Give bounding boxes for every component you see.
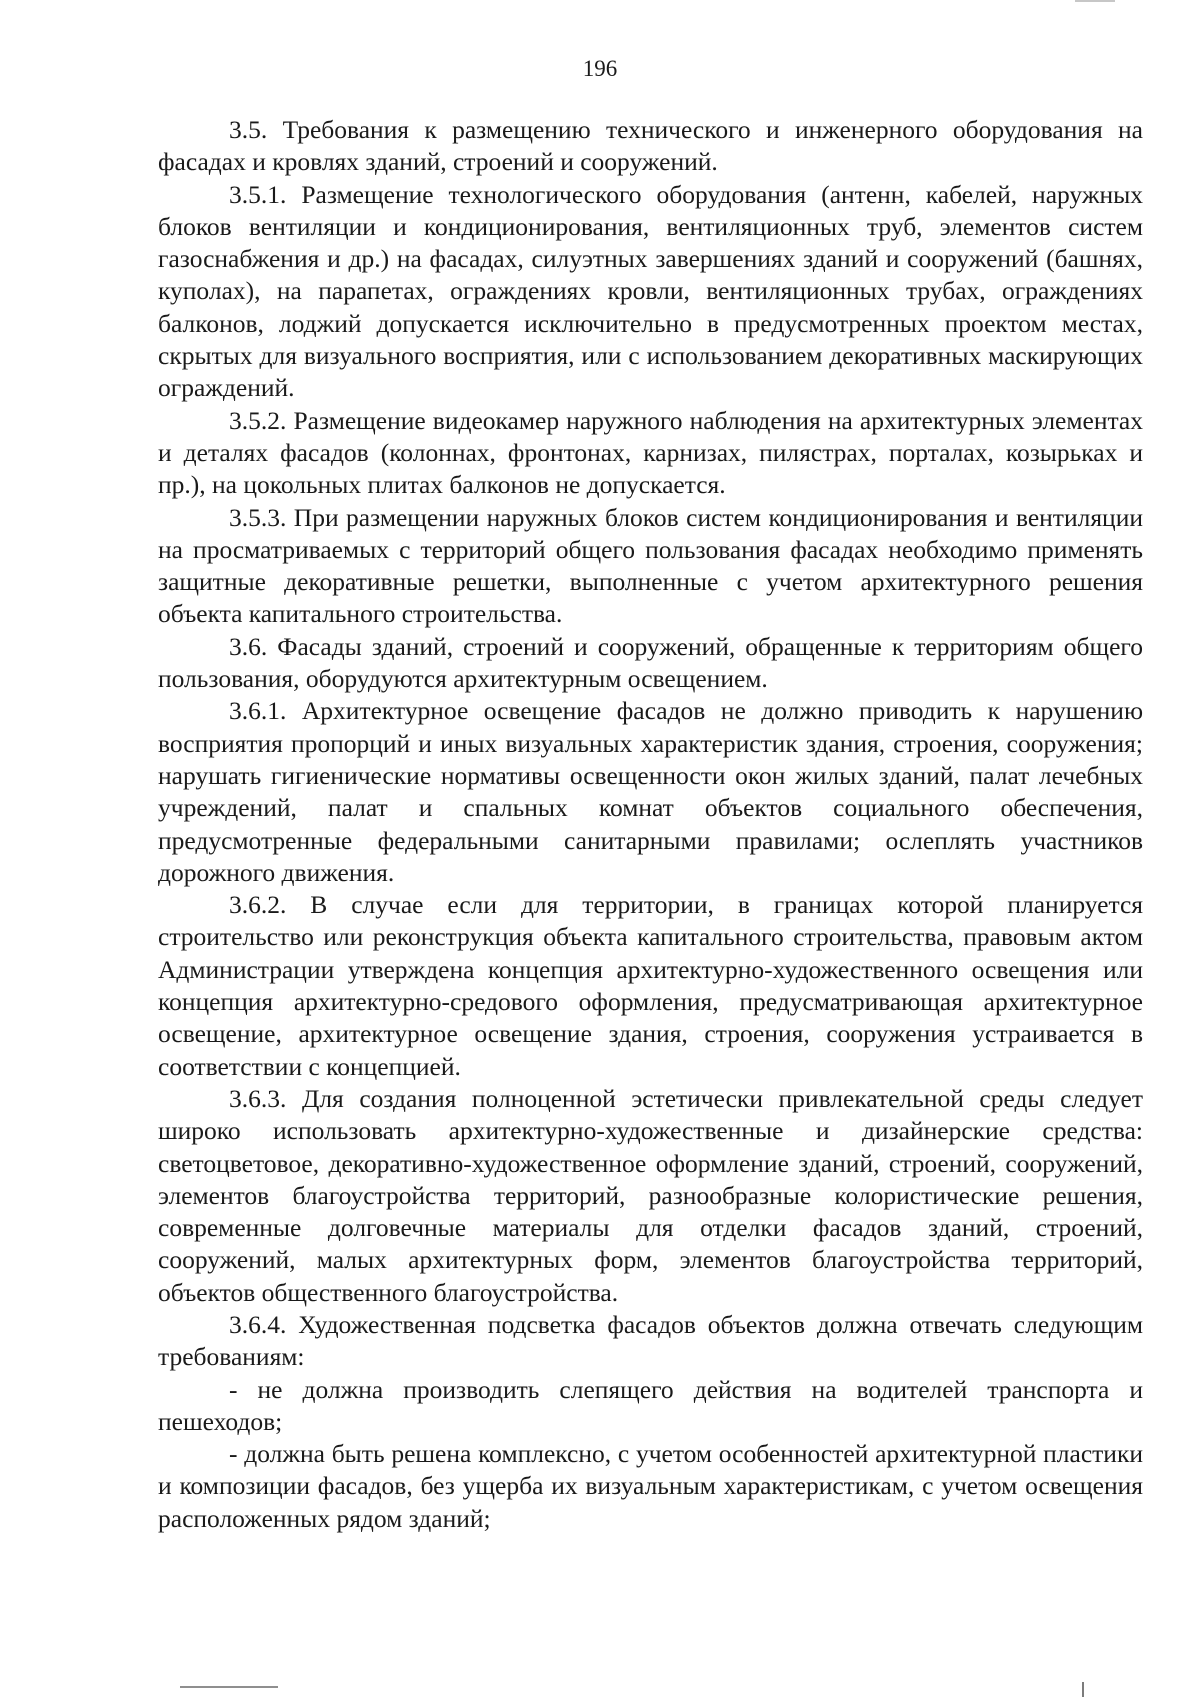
scan-artifact-top — [1075, 0, 1115, 2]
list-item-no-glare: - не должна производить слепящего действия на водителей транспорта и пешеходов; — [158, 1374, 1143, 1436]
scan-artifact-bottom-left — [180, 1686, 278, 1688]
paragraph-3-6-3: 3.6.3. Для создания полноценной эстетически привлекательной среды следует широко использовать архитектурно-художественные и дизайнерские средства: светоцветовое, декоративно-художественное оформление зданий, строений, сооружений, элементов благоустройства территорий, разнообразные колористические решения, современные долговечные материалы для отделки фасадов зданий, строений, сооружений, малых архитектурных форм, элементов благоустройства территорий, объектов общественного благоустройства. — [158, 1083, 1143, 1307]
list-item-complex-solution: - должна быть решена комплексно, с учетом особенностей архитектурной пластики и композиции фасадов, без ущерба их визуальным характеристикам, с учетом освещения расположенных рядом зданий; — [158, 1439, 1143, 1533]
page-number: 196 — [582, 56, 618, 81]
section-3-5-heading: 3.5. Требования к размещению технического и инженерного оборудования на фасадах и кровлях зданий, строений и сооружений. — [158, 115, 1143, 177]
paragraph-3-6-4: 3.6.4. Художественная подсветка фасадов объектов должна отвечать следующим требованиям: — [158, 1309, 1143, 1372]
section-3-6-heading: 3.6. Фасады зданий, строений и сооружений, обращенные к территориям общего пользования, оборудуются архитектурным освещением. — [158, 631, 1143, 694]
paragraph-3-5-1: 3.5.1. Размещение технологического оборудования (антенн, кабелей, наружных блоков вентиляции и кондиционирования, вентиляционных труб, элементов систем газоснабжения и др.) на фасадах, силуэтных завершениях зданий и сооружений (башнях, куполах), на парапетах, ограждениях кровли, вентиляционных трубах, ограждениях балконов, лоджий допускается исключительно в предусмотренных проектом местах, скрытых для визуального восприятия, или с использованием декоративных маскирующих ограждений. — [158, 179, 1143, 403]
paragraph-3-6-2: 3.6.2. В случае если для территории, в границах которой планируется строительство или реконструкция объекта капитального строительства, правовым актом Администрации утверждена концепция архитектурно-художественного освещения или концепция архитектурно-средового оформления, предусматривающая архитектурное освещение, архитектурное освещение здания, строения, сооружения устраивается в соответствии с концепцией. — [158, 890, 1143, 1081]
paragraph-3-6-1: 3.6.1. Архитектурное освещение фасадов не должно приводить к нарушению восприятия пропорций и иных визуальных характеристик здания, строения, сооружения; нарушать гигиенические нормативы освещенности окон жилых зданий, палат лечебных учреждений, палат и спальных комнат объектов социального обеспечения, предусмотренные федеральными санитарными правилами; ослеплять участников дорожного движения. — [158, 696, 1143, 887]
paragraph-3-5-3: 3.5.3. При размещении наружных блоков систем кондиционирования и вентиляции на просматриваемых с территорий общего пользования фасадах необходимо применять защитные декоративные решетки, выполненные с учетом архитектурного решения объекта капитального строительства. — [158, 502, 1143, 629]
scan-artifact-bottom-right — [1082, 1682, 1084, 1697]
document-body — [158, 114, 1143, 1535]
paragraph-3-5-2: 3.5.2. Размещение видеокамер наружного наблюдения на архитектурных элементах и деталях фасадов (колоннах, фронтонах, карнизах, пилястрах, порталах, козырьках и пр.), на цокольных плитах балконов не допускается. — [158, 405, 1143, 500]
